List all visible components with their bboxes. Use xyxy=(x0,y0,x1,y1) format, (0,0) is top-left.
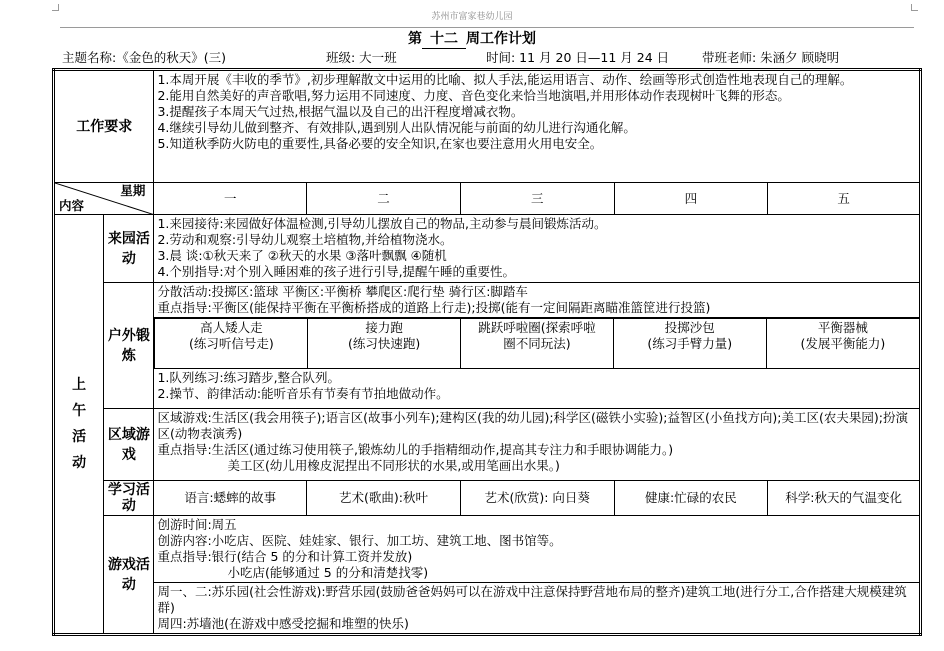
arrival-line: 2.劳动和观察:引导幼儿观察土培植物,并给植物浇水。 xyxy=(157,232,453,247)
title-prefix: 第 xyxy=(408,31,422,47)
arrival-label: 来园活动 xyxy=(104,215,154,283)
outdoor-day-note: (发展平衡能力) xyxy=(800,336,886,351)
day-header-mon: 一 xyxy=(154,183,307,215)
area-line: 美工区(幼儿用橡皮泥捏出不同形状的水果,或用笔画出水果。) xyxy=(227,458,560,473)
morning-label-text xyxy=(58,372,100,476)
requirement-item: 2.能用自然美好的声音歌唱,努力运用不同速度、力度、音色变化来恰当地演唱,并用形体动作表现树叶飞舞的形态。 xyxy=(157,88,790,103)
requirement-item: 1.本周开展《丰收的季节》,初步理解散文中运用的比喻、拟人手法,能运用语言、动作、绘画等形式创造性地表现自己的理解。 xyxy=(157,72,853,87)
play-line: 周四:苏墙池(在游戏中感受挖掘和堆塑的快乐) xyxy=(157,616,409,631)
learning-fri: 科学:秋天的气温变化 xyxy=(768,481,921,516)
learning-tue: 艺术(歌曲):秋叶 xyxy=(307,481,461,516)
outdoor-line: 1.队列练习:练习踏步,整合队列。 xyxy=(157,370,341,385)
play-line: 创游时间:周五 xyxy=(157,517,237,532)
outdoor-day-name: 投掷沙包 xyxy=(664,320,715,335)
outdoor-day-name: 高人矮人走 xyxy=(200,320,263,335)
class-name: 班级: 大一班 xyxy=(326,50,397,65)
play-line: 重点指导:银行(结合 5 的分和计算工资并发放) xyxy=(157,549,413,564)
area-games-label: 区域游戏 xyxy=(104,409,154,481)
outdoor-day-name: 平衡器械 xyxy=(817,320,868,335)
arrival-line: 1.来园接待:来园做好体温检测,引导幼儿摆放自己的物品,主动参与晨间锻炼活动。 xyxy=(157,216,607,231)
day-header-fri: 五 xyxy=(768,183,921,215)
play-line: 创游内容:小吃店、医院、娃娃家、银行、加工坊、建筑工地、图书馆等。 xyxy=(157,533,562,548)
requirement-item: 4.继续引导幼儿做到整齐、有效排队,遇到别人出队情况能与前面的幼儿进行沟通化解。 xyxy=(157,120,636,135)
area-games-content xyxy=(154,409,921,481)
outdoor-label: 户外锻炼 xyxy=(104,283,154,409)
meta-row xyxy=(62,50,924,66)
school-name: 苏州市富家巷幼儿园 xyxy=(431,12,513,22)
theme-name: 主题名称:《金色的秋天》(三) xyxy=(62,50,226,65)
outdoor-day-thu xyxy=(613,319,766,369)
morning-label-char: 活 xyxy=(72,429,87,445)
teachers: 带班老师: 朱涵夕 顾晓明 xyxy=(702,50,840,65)
outdoor-day-note: (练习手臂力量) xyxy=(647,336,733,351)
morning-label-char: 动 xyxy=(72,455,87,471)
requirements-content xyxy=(154,70,921,183)
arrival-content xyxy=(154,215,921,283)
morning-label-char: 午 xyxy=(72,403,87,419)
arrival-line: 4.个别指导:对个别入睡困难的孩子进行引导,提醒午睡的重要性。 xyxy=(157,264,516,279)
outdoor-line: 2.操节、韵律活动:能听音乐有节奏有节拍地做动作。 xyxy=(157,386,449,401)
morning-label-char: 上 xyxy=(72,377,87,393)
outdoor-day-fri xyxy=(766,319,919,369)
play-line: 周一、二:苏乐园(社会性游戏):野营乐园(鼓励爸爸妈妈可以在游戏中注意保持野营地布局的整齐)建筑工地(进行分工,合作搭建大规模建筑群) xyxy=(157,584,907,615)
outdoor-day-note: 圈不同玩法) xyxy=(503,336,571,351)
outdoor-day-name: 跳跃呼啦圈(探索呼啦 xyxy=(478,320,596,335)
outdoor-day-name: 接力跑 xyxy=(365,320,403,335)
crop-mark-left xyxy=(52,4,59,11)
outdoor-day-note: (练习听信号走) xyxy=(188,336,274,351)
play-line: 小吃店(能够通过 5 的分和清楚找零) xyxy=(227,565,429,580)
area-line: 区域游戏:生活区(我会用筷子);语言区(故事小列车);建构区(我的幼儿园);科学区(磁铁小实验);益智区(小鱼找方向);美工区(农夫果园);扮演区(动物表演秀) xyxy=(157,410,908,441)
outdoor-day-table xyxy=(154,318,919,369)
play-label: 游戏活动 xyxy=(104,516,154,635)
weekday-corner xyxy=(54,183,154,215)
header-rule xyxy=(60,27,914,28)
requirement-item: 5.知道秋季防火防电的重要性,具备必要的安全知识,在家也要注意用火用电安全。 xyxy=(157,136,603,151)
date-range: 时间: 11 月 20 日—11 月 24 日 xyxy=(486,50,670,65)
area-line: 重点指导:生活区(通过练习使用筷子,锻炼幼儿的手指精细动作,提高其专注力和手眼协调能力。) xyxy=(157,442,674,457)
play-content xyxy=(154,516,921,635)
morning-activities-label xyxy=(54,215,104,635)
day-header-wed: 三 xyxy=(460,183,614,215)
outdoor-day-tue xyxy=(308,319,461,369)
outdoor-day-note: (练习快速跑) xyxy=(348,336,421,351)
arrival-line: 3.晨 谈:①秋天来了 ②秋天的水果 ③落叶飘飘 ④随机 xyxy=(157,248,447,263)
corner-content-label: 内容 xyxy=(59,198,85,213)
weekly-plan-table xyxy=(52,68,922,636)
week-number: 十二 xyxy=(422,30,466,49)
day-header-thu: 四 xyxy=(614,183,768,215)
day-header-tue: 二 xyxy=(307,183,461,215)
outdoor-day-wed xyxy=(461,319,614,369)
outdoor-content xyxy=(154,283,921,409)
learning-label: 学习活动 xyxy=(104,481,154,516)
learning-wed: 艺术(欣赏): 向日葵 xyxy=(460,481,614,516)
crop-mark-right xyxy=(911,4,918,11)
outdoor-line: 重点指导:平衡区(能保持平衡在平衡桥搭成的道路上行走);投掷(能有一定间隔距离瞄准篮筐进行投篮) xyxy=(157,300,711,315)
learning-mon: 语言:蟋蟀的故事 xyxy=(154,481,307,516)
requirement-item: 3.提醒孩子本周天气过热,根据气温以及自己的出汗程度增减衣物。 xyxy=(157,104,524,119)
corner-weekday-label: 星期 xyxy=(120,183,146,198)
learning-thu: 健康:忙碌的农民 xyxy=(614,481,768,516)
outdoor-line: 分散活动:投掷区:篮球 平衡区:平衡桥 攀爬区:爬行垫 骑行区:脚踏车 xyxy=(157,284,528,299)
outdoor-day-mon xyxy=(155,319,308,369)
title-suffix: 周工作计划 xyxy=(466,31,536,47)
page-title xyxy=(0,30,944,49)
requirements-label: 工作要求 xyxy=(54,70,154,183)
